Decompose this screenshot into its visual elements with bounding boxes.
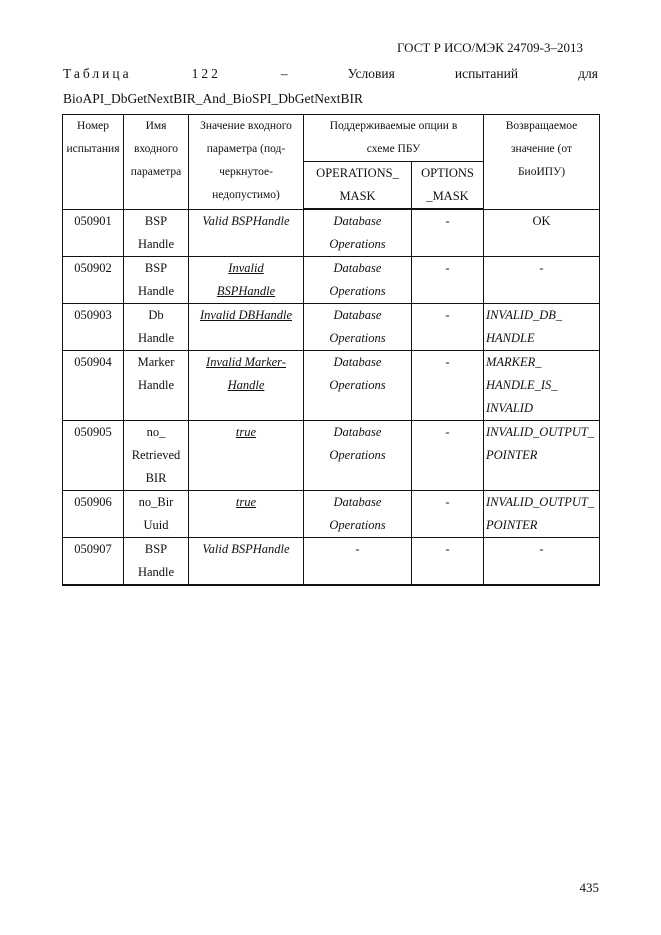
cell-test-number: 050904	[63, 351, 124, 421]
cell-line: Handle	[227, 378, 265, 392]
cell-line: Database	[333, 495, 382, 509]
cell-options-mask: -	[412, 304, 484, 351]
cell-param-value	[189, 421, 304, 491]
caption-table-number: 122	[191, 66, 221, 81]
cell-line: Operations	[329, 237, 386, 251]
cell-line: Имя	[145, 120, 167, 132]
cell-line: параметра (под-	[206, 143, 286, 155]
caption-word-1: Условия	[347, 66, 395, 81]
cell-line: входного	[133, 143, 179, 155]
cell-param-name	[124, 538, 189, 586]
cell-line: испытания	[66, 143, 120, 155]
cell-line: true	[235, 425, 257, 439]
cell-return-value	[484, 209, 600, 257]
table-caption-line2: BioAPI_DbGetNextBIR_And_BioSPI_DbGetNextBIR	[63, 91, 363, 106]
caption-word-3: для	[578, 66, 598, 81]
cell-line: BSPHandle	[216, 284, 276, 298]
cell-line: Valid BSPHandle	[202, 213, 290, 228]
caption-dash: –	[280, 66, 288, 81]
cell-param-name	[124, 209, 189, 257]
cell-return-value	[484, 257, 600, 304]
caption-word-table: Таблица	[63, 66, 132, 81]
cell-return-value	[484, 304, 600, 351]
cell-options-mask: -	[412, 209, 484, 257]
table-header-row-1	[63, 115, 600, 162]
cell-param-value	[189, 257, 304, 304]
cell-line: параметра	[130, 166, 182, 178]
cell-line: Valid BSPHandle	[202, 542, 290, 556]
cell-operations-mask	[304, 257, 412, 304]
cell-param-name	[124, 257, 189, 304]
cell-line: POINTER	[486, 448, 538, 462]
cell-line: Marker	[137, 355, 175, 369]
cell-line: Invalid DBHandle	[200, 308, 292, 322]
cell-line: no_	[146, 425, 166, 439]
cell-line: MARKER_	[486, 355, 542, 369]
cell-options-mask: -	[412, 538, 484, 586]
cell-line: Operations	[329, 448, 386, 462]
cell-line: БиоИПУ)	[517, 166, 566, 178]
cell-line: Uuid	[143, 518, 169, 532]
cell-line: MASK	[339, 189, 376, 203]
cell-line: Operations	[329, 518, 386, 532]
cell-param-name	[124, 491, 189, 538]
cell-line: схеме ПБУ	[366, 143, 421, 155]
cell-line: -	[539, 261, 544, 275]
cell-param-value	[189, 304, 304, 351]
cell-line: Handle	[137, 378, 175, 392]
cell-line: no_Bir	[138, 495, 174, 509]
cell-param-value	[189, 491, 304, 538]
cell-param-name	[124, 304, 189, 351]
cell-param-value	[189, 209, 304, 257]
cell-line: Номер	[77, 120, 109, 132]
cell-param-value	[189, 351, 304, 421]
cell-line: OPERATIONS_	[316, 166, 399, 180]
cell-line: Invalid Marker-	[206, 355, 286, 369]
cell-line: Database	[333, 261, 382, 275]
cell-options-mask: -	[412, 257, 484, 304]
cell-line: Operations	[329, 331, 386, 345]
cell-operations-mask	[304, 209, 412, 257]
table-row	[63, 304, 600, 351]
cell-line: Handle	[137, 236, 175, 251]
cell-line: Database	[333, 355, 382, 369]
table-row	[63, 421, 600, 491]
cell-line: Operations	[329, 284, 386, 298]
caption-word-2: испытаний	[454, 66, 519, 81]
cell-line: OK	[532, 213, 551, 228]
cell-line: OPTIONS	[421, 166, 474, 180]
cell-operations-mask	[304, 491, 412, 538]
cell-line: Database	[333, 214, 382, 228]
test-conditions-table	[62, 114, 600, 586]
cell-line: BSP	[144, 542, 168, 556]
cell-operations-mask	[304, 304, 412, 351]
cell-param-value	[189, 538, 304, 586]
header-param-name	[124, 115, 189, 210]
standard-header: ГОСТ Р ИСО/МЭК 24709-3–2013	[396, 40, 583, 55]
cell-line: _MASK	[426, 189, 469, 203]
table-row	[63, 351, 600, 421]
cell-line: INVALID_OUTPUT_	[486, 425, 595, 439]
cell-test-number: 050902	[63, 257, 124, 304]
cell-param-name	[124, 421, 189, 491]
header-test-number	[63, 115, 124, 210]
page-number: 435	[579, 880, 599, 895]
cell-return-value	[484, 491, 600, 538]
cell-options-mask: -	[412, 421, 484, 491]
cell-line: Значение входного	[200, 120, 292, 132]
cell-test-number: 050903	[63, 304, 124, 351]
cell-line: -	[355, 542, 360, 556]
cell-line: HANDLE	[486, 331, 535, 345]
cell-test-number: 050907	[63, 538, 124, 586]
cell-line: true	[235, 495, 257, 509]
cell-operations-mask	[304, 421, 412, 491]
cell-line: BIR	[145, 471, 167, 485]
cell-test-number: 050901	[63, 209, 124, 257]
table-row	[63, 538, 600, 586]
cell-line: -	[539, 542, 544, 556]
table-row	[63, 491, 600, 538]
cell-line: Handle	[137, 565, 175, 579]
cell-return-value	[484, 421, 600, 491]
cell-line: INVALID_OUTPUT_	[486, 495, 595, 509]
cell-test-number: 050905	[63, 421, 124, 491]
cell-line: Handle	[137, 284, 175, 298]
header-operations-mask	[304, 162, 412, 210]
cell-line: Database	[333, 425, 382, 439]
cell-return-value	[484, 538, 600, 586]
header-return-value	[484, 115, 600, 210]
cell-test-number: 050906	[63, 491, 124, 538]
cell-line: Handle	[137, 331, 175, 345]
cell-line: черкнутое-	[219, 166, 273, 178]
cell-line: Invalid	[228, 261, 264, 275]
cell-line: Operations	[329, 378, 386, 392]
cell-options-mask: -	[412, 491, 484, 538]
cell-line: значение (от	[511, 143, 572, 155]
header-param-value	[189, 115, 304, 210]
table-row	[63, 257, 600, 304]
header-options-mask	[412, 162, 484, 210]
cell-line: POINTER	[486, 518, 538, 532]
cell-options-mask: -	[412, 351, 484, 421]
cell-param-name	[124, 351, 189, 421]
cell-operations-mask	[304, 538, 412, 586]
table-row	[63, 209, 600, 257]
table-body	[63, 209, 600, 585]
cell-line: BSP	[144, 261, 168, 275]
cell-return-value	[484, 351, 600, 421]
cell-line: Возвращаемое	[505, 120, 578, 132]
cell-line: Db	[148, 308, 164, 322]
cell-line: Database	[333, 308, 382, 322]
cell-line: Поддерживаемые опции в	[329, 120, 458, 132]
table-caption-line1	[63, 66, 598, 82]
cell-line: INVALID	[486, 401, 533, 415]
cell-line: HANDLE_IS_	[486, 378, 558, 392]
cell-line: Retrieved	[131, 448, 181, 462]
cell-line: INVALID_DB_	[486, 308, 563, 322]
cell-line: BSP	[144, 213, 168, 228]
cell-line: недопустимо)	[212, 189, 280, 201]
cell-operations-mask	[304, 351, 412, 421]
header-supported-options	[304, 115, 484, 162]
